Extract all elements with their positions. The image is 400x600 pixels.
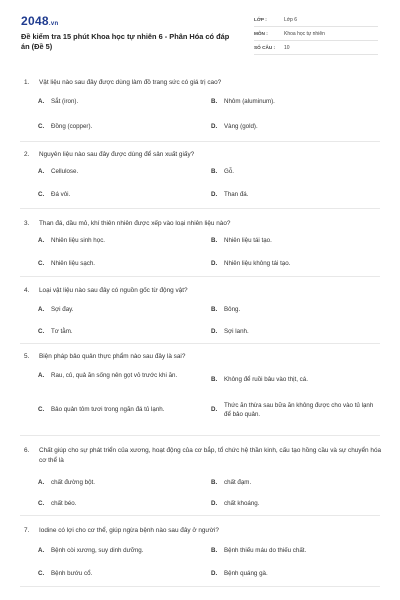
option-d[interactable] — [211, 260, 381, 269]
question-number: 6. — [24, 447, 30, 454]
option-text: chất đạm. — [224, 479, 252, 486]
option-c[interactable] — [38, 260, 188, 269]
option-b[interactable] — [211, 306, 381, 315]
option-text: Nhôm (aluminum). — [224, 98, 275, 105]
question-stem — [24, 446, 384, 466]
info-row-class — [254, 13, 378, 27]
option-letter: B. — [211, 237, 218, 244]
question-stem — [24, 286, 384, 296]
question-number: 4. — [24, 287, 30, 294]
option-c[interactable] — [38, 500, 188, 509]
question-stem — [24, 526, 384, 536]
question-text: Loại vật liệu nào sau đây có nguồn gốc từ động vật? — [39, 287, 188, 294]
option-text: Bệnh còi xương, suy dinh dưỡng. — [51, 547, 144, 554]
question-stem — [24, 78, 384, 88]
option-c[interactable] — [38, 406, 188, 415]
option-text: Bệnh bướu cổ. — [51, 570, 93, 577]
option-letter: A. — [38, 547, 45, 554]
option-c[interactable] — [38, 570, 188, 579]
option-text: Vàng (gold). — [224, 123, 258, 130]
info-value: 10 — [284, 44, 290, 51]
option-text: Sợi lanh. — [224, 328, 249, 335]
option-letter: A. — [38, 168, 45, 175]
option-letter: B. — [211, 376, 218, 383]
question-stem — [24, 352, 384, 362]
question-text: Chất giúp cho sự phát triển của xương, hoạt động của cơ bắp, tổ chức hệ thần kinh, cấu tạo hồng cầu và sự chuyển hóa cơ thể là — [39, 447, 382, 464]
option-a[interactable] — [38, 372, 188, 381]
option-text: Đá vôi. — [51, 191, 71, 198]
option-text: Sắt (iron). — [51, 98, 79, 105]
option-letter: A. — [38, 237, 45, 244]
option-letter: D. — [211, 406, 218, 414]
option-letter: A. — [38, 372, 45, 379]
option-text: Cellulose. — [51, 168, 79, 175]
question-text: Than đá, dầu mỏ, khí thiên nhiên được xếp vào loại nhiên liệu nào? — [39, 220, 231, 227]
option-d[interactable] — [211, 500, 381, 509]
option-letter: C. — [38, 123, 45, 130]
option-c[interactable] — [38, 191, 188, 200]
question-stem — [24, 219, 384, 229]
info-row-subject — [254, 27, 378, 41]
logo-suffix: .vn — [48, 21, 59, 27]
option-text: Gỗ. — [224, 168, 234, 175]
option-letter: B. — [211, 547, 218, 554]
option-letter: B. — [211, 479, 218, 486]
info-label: SỐ CÂU : — [254, 45, 276, 50]
option-d[interactable] — [211, 191, 381, 200]
exam-info — [254, 13, 378, 55]
header — [0, 0, 400, 62]
option-c[interactable] — [38, 328, 188, 337]
option-text: Bệnh quáng gà. — [224, 570, 268, 577]
option-letter: D. — [211, 328, 218, 335]
option-letter: C. — [38, 328, 45, 335]
option-text: Bệnh thiếu máu do thiếu chất. — [224, 547, 307, 554]
option-letter: B. — [211, 168, 218, 175]
option-d[interactable] — [211, 570, 381, 579]
option-text: Bảo quản tôm tươi trong ngăn đá tủ lạnh. — [51, 406, 165, 413]
question-text: Nguyên liệu nào sau đây được dùng để sản xuất giấy? — [39, 151, 195, 158]
info-label: MÔN : — [254, 31, 268, 36]
option-letter: A. — [38, 306, 45, 313]
option-letter: D. — [211, 500, 218, 507]
question-stem — [24, 150, 384, 160]
option-a[interactable] — [38, 479, 188, 488]
option-letter: A. — [38, 479, 45, 486]
divider — [20, 586, 380, 587]
option-letter: D. — [211, 123, 218, 130]
option-text: Sợi đay. — [51, 306, 74, 313]
option-text: Thức ăn thừa sau bữa ăn không được cho vào tủ lạnh để bảo quản. — [224, 402, 374, 418]
option-text: Nhiên liệu không tái tạo. — [224, 260, 291, 267]
divider — [20, 208, 380, 209]
option-letter: D. — [211, 260, 218, 267]
option-letter: C. — [38, 260, 45, 267]
option-letter: B. — [211, 98, 218, 105]
option-letter: B. — [211, 306, 218, 313]
info-value: Khoa học tự nhiên — [284, 30, 325, 37]
option-text: Rau, củ, quả ăn sống nên gọt vỏ trước khi ăn. — [51, 372, 178, 379]
option-b[interactable] — [211, 237, 381, 246]
option-c[interactable] — [38, 123, 188, 132]
option-d[interactable] — [211, 328, 381, 337]
question-number: 3. — [24, 220, 30, 227]
info-label: LỚP : — [254, 17, 267, 22]
question-number: 5. — [24, 353, 30, 360]
option-letter: D. — [211, 570, 218, 577]
option-text: chất béo. — [51, 500, 77, 507]
option-text: Than đá. — [224, 191, 249, 198]
question-number: 1. — [24, 79, 30, 86]
divider — [20, 515, 380, 516]
option-text: Bông. — [224, 306, 241, 313]
option-text: Đồng (copper). — [51, 123, 93, 130]
option-a[interactable] — [38, 98, 188, 107]
option-a[interactable] — [38, 547, 188, 556]
logo-text: 2048 — [21, 14, 49, 28]
option-b[interactable] — [211, 168, 381, 177]
question-text: Iodine có lợi cho cơ thể, giúp ngừa bệnh nào sau đây ở người? — [39, 527, 219, 534]
option-d[interactable] — [211, 123, 381, 132]
option-b[interactable] — [211, 479, 381, 488]
option-letter: C. — [38, 406, 45, 413]
option-b[interactable] — [211, 547, 381, 556]
option-a[interactable] — [38, 237, 188, 246]
option-letter: A. — [38, 98, 45, 105]
option-d[interactable] — [211, 402, 381, 419]
option-text: Nhiên liệu sinh học. — [51, 237, 106, 244]
divider — [20, 435, 380, 436]
site-logo[interactable] — [21, 14, 58, 28]
option-b[interactable] — [211, 376, 381, 385]
option-text: Nhiên liệu tái tạo. — [224, 237, 272, 244]
option-letter: D. — [211, 191, 218, 198]
divider — [20, 343, 380, 344]
question-number: 2. — [24, 151, 30, 158]
divider — [20, 276, 380, 277]
question-text: Biện pháp bảo quản thực phẩm nào sau đây là sai? — [39, 353, 186, 360]
option-letter: C. — [38, 500, 45, 507]
exam-title: Đề kiểm tra 15 phút Khoa học tự nhiên 6 - Phân Hóa có đáp án (Đề 5) — [21, 32, 230, 51]
question-number: 7. — [24, 527, 30, 534]
option-b[interactable] — [211, 98, 381, 107]
option-text: chất khoáng. — [224, 500, 260, 507]
option-letter: C. — [38, 570, 45, 577]
option-text: Nhiên liệu sạch. — [51, 260, 96, 267]
option-text: Tơ tằm. — [51, 328, 73, 335]
info-row-count — [254, 41, 378, 55]
divider — [20, 141, 380, 142]
question-text: Vật liệu nào sau đây được dùng làm đồ trang sức có giá trị cao? — [39, 79, 222, 86]
option-a[interactable] — [38, 306, 188, 315]
option-letter: C. — [38, 191, 45, 198]
option-text: Không để ruồi bâu vào thịt, cá. — [224, 376, 308, 383]
option-text: chất đường bột. — [51, 479, 95, 486]
option-a[interactable] — [38, 168, 188, 177]
info-value: Lớp 6 — [284, 16, 298, 23]
